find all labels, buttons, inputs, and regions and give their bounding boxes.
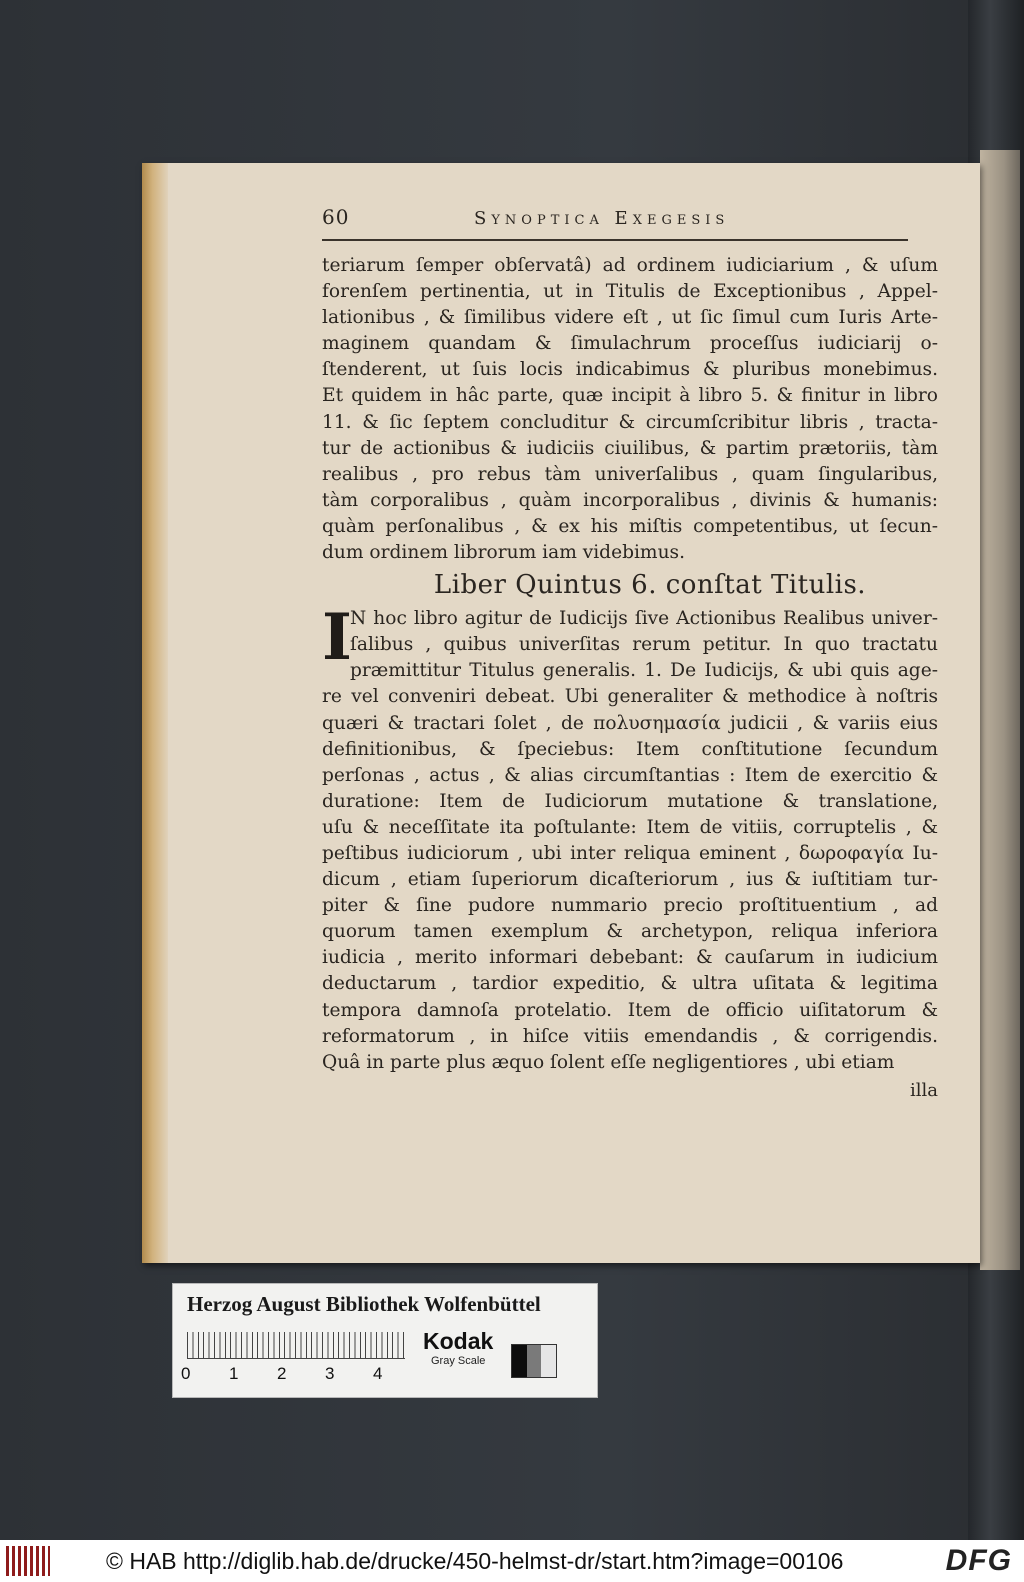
footer-citation[interactable]: © HAB http://diglib.hab.de/drucke/450-helmst-dr/start.htm?image=00106: [106, 1547, 844, 1574]
text-line: tàm corporalibus , quàm incorporalibus , divinis & humanis:: [322, 489, 938, 511]
text-line: ſtenderent, ut ſuis locis indicabimus & pluribus monebimus.: [322, 359, 938, 381]
running-title: Synoptica Exegesis: [474, 208, 730, 229]
text-line: ſalibus , quibus univerſitas rerum petitur. In quo tractatu: [350, 634, 938, 656]
text-line: realibus , pro rebus tàm univerſalibus , quam ſingularibus,: [322, 463, 938, 485]
text-line: maginem quandam & ſimulachrum proceſſus iudiciarij o-: [322, 333, 938, 355]
text-line: 11. & ſic ſeptem concluditur & circumſcribitur libris , tracta-: [322, 411, 938, 433]
text-line: dum ordinem librorum iam videbimus.: [322, 542, 685, 564]
page-number: 60: [322, 205, 350, 229]
text-line: Et quidem in hâc parte, quæ incipit à libro 5. & finitur in libro: [322, 385, 938, 407]
footer-bar: [0, 1540, 1024, 1582]
text-line: uſu & neceſſitate ita poſtulante: Item de vitiis, corruptelis , &: [322, 816, 938, 838]
catchword: illa: [909, 1079, 938, 1101]
ruler-number: 2: [277, 1364, 287, 1383]
page-fold: [980, 150, 1020, 1270]
page-text-area: [322, 205, 938, 1104]
text-line: tempora damnoſa protelatio. Item de officio uiſitatorum &: [322, 999, 938, 1021]
text-line: re vel conveniri debeat. Ubi generaliter & methodice à noſtris: [322, 686, 938, 708]
text-line: definitionibus, & ſpeciebus: Item conſtitutione ſecundum: [322, 738, 938, 760]
text-line: dicum , etiam ſuperiorum dicaſteriorum , ius & iuſtitiam tur-: [322, 869, 938, 891]
text-line: teriarum ſemper obſervatâ) ad ordinem iudiciarium , & uſum: [322, 255, 938, 276]
gray-swatches: [511, 1344, 557, 1378]
text-line: tur de actionibus & iudiciis ciuilibus, & partim prætoriis, tàm: [322, 437, 938, 459]
paragraph-2: [322, 600, 938, 1104]
gray-swatch: [527, 1345, 542, 1377]
gray-swatch: [541, 1345, 556, 1377]
text-line: præmittitur Titulus generalis. 1. De Iudicijs, & ubi quis age-: [350, 660, 938, 682]
ruler-number: 4: [373, 1364, 383, 1383]
text-line: quàm perſonalibus , & ex his miſtis competentibus, ut ſecun-: [322, 515, 938, 537]
color-calibration-card: [172, 1283, 598, 1398]
dfg-logo: DFG: [945, 1544, 1012, 1577]
text-line: iudicia , merito informari debebant: & cauſarum in iudicium: [322, 947, 938, 969]
gray-scale-label: Gray Scale: [431, 1355, 486, 1367]
text-line: perſonas , actus , & alias circumſtantias : Item de exercitio &: [322, 764, 938, 786]
text-line: quæri & tractari ſolet , de πολυσημασία judicii , & variis eius: [322, 712, 938, 734]
text-line: lationibus , & ſimilibus videre eſt , ut ſic ſimul cum Iuris Arte-: [322, 307, 938, 329]
text-line: Quâ in parte plus æquo ſolent eſſe negligentiores , ubi etiam: [322, 1051, 895, 1073]
hab-barcode-logo-icon: [6, 1546, 50, 1576]
page-spine-edge: [142, 163, 168, 1263]
text-line: peſtibus iudiciorum , ubi inter reliqua eminent , δωροφαγία Iu-: [322, 842, 938, 864]
text-line: duratione: Item de Iudiciorum mutatione & translatione,: [322, 790, 938, 812]
paragraph-1: [322, 253, 938, 566]
scale-ruler: [187, 1332, 405, 1359]
dropcap: I: [322, 600, 352, 676]
text-line: quorum tamen exemplum & archetypon, reliqua inferiora: [322, 921, 938, 943]
text-line: reformatorum , in hiſce vitiis emendandis , & corrigendis.: [322, 1025, 938, 1047]
text-line: N hoc libro agitur de Iudicijs ſive Actionibus Realibus univer-: [350, 608, 938, 630]
library-name: Herzog August Bibliothek Wolfenbüttel: [187, 1292, 541, 1316]
kodak-brand: Kodak: [423, 1328, 494, 1354]
ruler-numbers: [181, 1364, 421, 1384]
text-line: deductarum , tardior expeditio, & ultra uſitata & legitima: [322, 973, 938, 995]
ruler-number: 3: [325, 1364, 335, 1383]
text-line: piter & ſine pudore nummario precio proſtituentium , ad: [322, 895, 938, 917]
text-line: forenſem pertinentia, ut in Titulis de Exceptionibus , Appel-: [322, 281, 938, 303]
page-header: [322, 205, 908, 241]
ruler-number: 1: [229, 1364, 239, 1383]
gray-swatch: [512, 1345, 527, 1377]
section-heading: Liber Quintus 6. conſtat Titulis.: [433, 570, 867, 601]
ruler-number: 0: [181, 1364, 191, 1383]
